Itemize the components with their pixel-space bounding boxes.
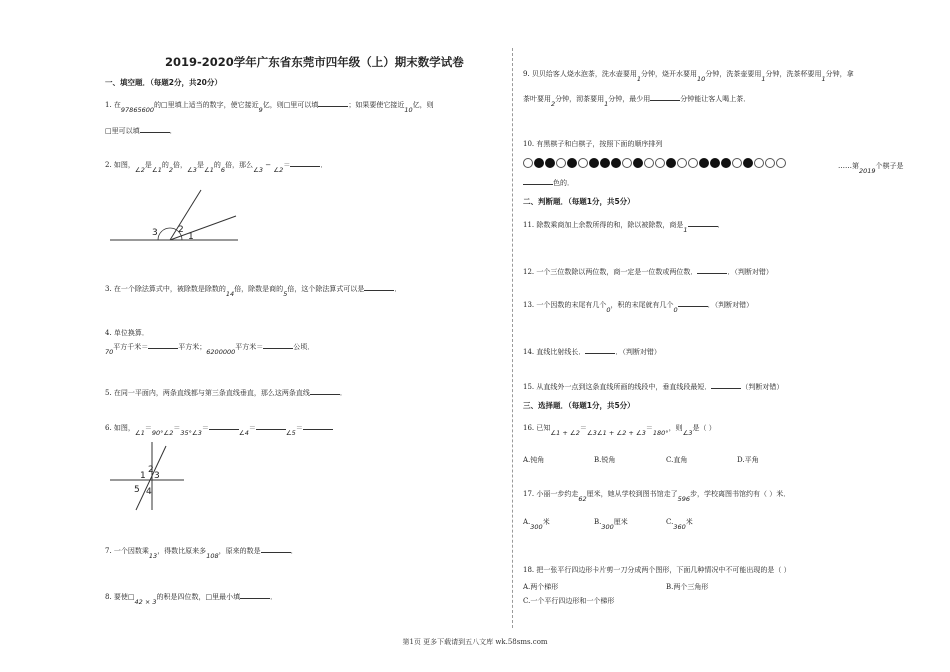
section-judge-heading: 二、判断题．（每题1分，共5分）: [523, 197, 635, 206]
question-18: 18. 把一张平行四边形卡片剪一刀分成两个图形，下面几种情况中不可能出现的是（ ）: [523, 566, 791, 574]
black-bead: [589, 158, 599, 168]
question-15: 15. 从直线外一点到这条直线所画的线段中，垂直线段最短． （判断对错）: [523, 380, 783, 394]
section-choice-heading: 三、选择题．（每题1分，共5分）: [523, 401, 635, 410]
angle-label-3: 3: [152, 228, 158, 238]
answer-blank[interactable]: [678, 298, 708, 307]
answer-blank[interactable]: [318, 98, 348, 107]
white-bead: [556, 158, 566, 168]
answer-blank[interactable]: [256, 421, 286, 430]
question-14: 14. 直线比射线长． ．（判断对错）: [523, 345, 661, 359]
question-6: 6. 如图，∠1＝90°∠2＝35°∠3＝∠4＝∠5＝: [105, 421, 333, 435]
white-bead: [644, 158, 654, 168]
option-d[interactable]: D.平角: [737, 456, 759, 464]
answer-blank[interactable]: [148, 340, 178, 349]
answer-blank[interactable]: [263, 340, 293, 349]
answer-blank[interactable]: [650, 92, 680, 101]
white-bead: [622, 158, 632, 168]
angle-label-2: 2: [148, 465, 154, 475]
white-bead: [732, 158, 742, 168]
answer-blank[interactable]: [688, 218, 718, 227]
answer-blank[interactable]: [290, 158, 320, 167]
angle-label-1: 1: [188, 232, 194, 242]
answer-blank[interactable]: [310, 386, 340, 395]
option-b[interactable]: B.300厘米: [594, 518, 628, 531]
question-17: 17. 小丽一步约走62厘米，她从学校到图书馆走了596步，学校离图书馆约有（ ）米．: [523, 490, 791, 503]
white-bead: [677, 158, 687, 168]
white-bead: [754, 158, 764, 168]
black-bead: [743, 158, 753, 168]
question-11: 11. 除数乘商加上余数所得的和，除以被除数，商是1．: [523, 218, 725, 232]
option-b[interactable]: B.两个三角形: [666, 583, 709, 591]
angle-label-5: 5: [134, 485, 140, 495]
black-bead: [567, 158, 577, 168]
question-12: 12. 一个三位数除以两位数，商一定是一位数或两位数． ．（判断对错）: [523, 265, 773, 279]
black-bead: [611, 158, 621, 168]
question-16: 16. 已知∠1 + ∠2＝∠3∠1 + ∠2 + ∠3＝180°，则∠3是（ ）: [523, 424, 716, 437]
white-bead: [523, 158, 533, 168]
option-a[interactable]: A.两个梯形: [523, 583, 559, 591]
answer-blank[interactable]: [303, 421, 333, 430]
black-bead: [600, 158, 610, 168]
question-13: 13. 一个因数的末尾有几个0，积的末尾就有几个0．（判断对错）: [523, 298, 753, 312]
question-9-line2: 茶叶要用2分钟，沏茶要用1分钟，最少用 分钟能让客人喝上茶．: [523, 92, 750, 106]
question-10-tail: ……第2019个棋子是: [838, 162, 904, 175]
question-10-line2: 色的．: [523, 176, 574, 190]
option-c[interactable]: C.360米: [666, 518, 693, 531]
angle-diagram-q6: [108, 440, 188, 512]
option-c[interactable]: C.直角: [666, 456, 688, 464]
question-8: 8. 要使□42 × 3的积是四位数，□里最小填 ．: [105, 590, 277, 604]
black-bead: [534, 158, 544, 168]
option-b[interactable]: B.锐角: [594, 456, 616, 464]
answer-blank[interactable]: [240, 590, 270, 599]
angle-label-2: 2: [178, 225, 184, 235]
question-5: 5. 在同一平面内，两条直线都与第三条直线垂直，那么这两条直线 ．: [105, 386, 347, 400]
white-bead: [688, 158, 698, 168]
black-bead: [699, 158, 709, 168]
answer-blank[interactable]: [261, 544, 291, 553]
white-bead: [765, 158, 775, 168]
question-1-line2: □里可以填 ．: [105, 124, 177, 138]
answer-blank[interactable]: [209, 421, 239, 430]
black-bead: [721, 158, 731, 168]
answer-blank[interactable]: [585, 345, 615, 354]
angle-diagram-q2: [108, 188, 243, 248]
page-title: 2019-2020学年广东省东莞市四年级（上）期末数学试卷: [165, 55, 464, 69]
question-2: 2. 如图，∠2是∠1的2倍，∠3是∠1的6倍，那么∠3 − ∠2＝ ．: [105, 158, 327, 172]
answer-blank[interactable]: [523, 176, 553, 185]
angle-label-1: 1: [140, 471, 146, 481]
option-c[interactable]: C.一个平行四边形和一个梯形: [523, 597, 615, 605]
question-7: 7. 一个因数乘13，得数比原来多108，原来的数是 ．: [105, 544, 298, 558]
question-9: 9. 贝贝给客人烧水泡茶，洗水壶要用1分钟，烧开水要用10分钟，洗茶壶要用1分钟，洗茶杯要用1分钟，拿: [523, 70, 854, 83]
black-bead: [633, 158, 643, 168]
black-bead: [710, 158, 720, 168]
question-4: 4. 单位换算．: [105, 329, 149, 337]
answer-blank[interactable]: [140, 124, 170, 133]
black-bead: [666, 158, 676, 168]
bead-sequence: [523, 152, 787, 171]
answer-blank[interactable]: [364, 282, 394, 291]
angle-label-3: 3: [154, 471, 160, 481]
option-a[interactable]: A.300米: [523, 518, 550, 531]
option-a[interactable]: A.钝角: [523, 456, 545, 464]
angle-label-4: 4: [146, 487, 152, 497]
question-1: 1. 在97865600的□里填上适当的数字，使它接近9亿，则□里可以填 ；如果要使它接近10亿，则: [105, 98, 434, 112]
question-10: 10. 有黑棋子和白棋子，按照下面的顺序排列: [523, 140, 663, 148]
question-4-line2: 70平方千米＝ 平方米；6200000平方米＝ 公顷．: [105, 340, 314, 354]
white-bead: [776, 158, 786, 168]
white-bead: [578, 158, 588, 168]
white-bead: [655, 158, 665, 168]
answer-blank[interactable]: [697, 265, 727, 274]
page-footer: 第1页 更多下载请到五八文库 wk.58sms.com: [402, 638, 548, 646]
question-3: 3. 在一个除法算式中，被除数是除数的14倍，除数是商的5倍，这个除法算式可以是 ．: [105, 282, 401, 296]
section-fill-heading: 一、填空题．（每题2分，共20分）: [105, 78, 222, 87]
answer-blank[interactable]: [711, 380, 741, 389]
column-divider: [512, 48, 513, 628]
black-bead: [545, 158, 555, 168]
